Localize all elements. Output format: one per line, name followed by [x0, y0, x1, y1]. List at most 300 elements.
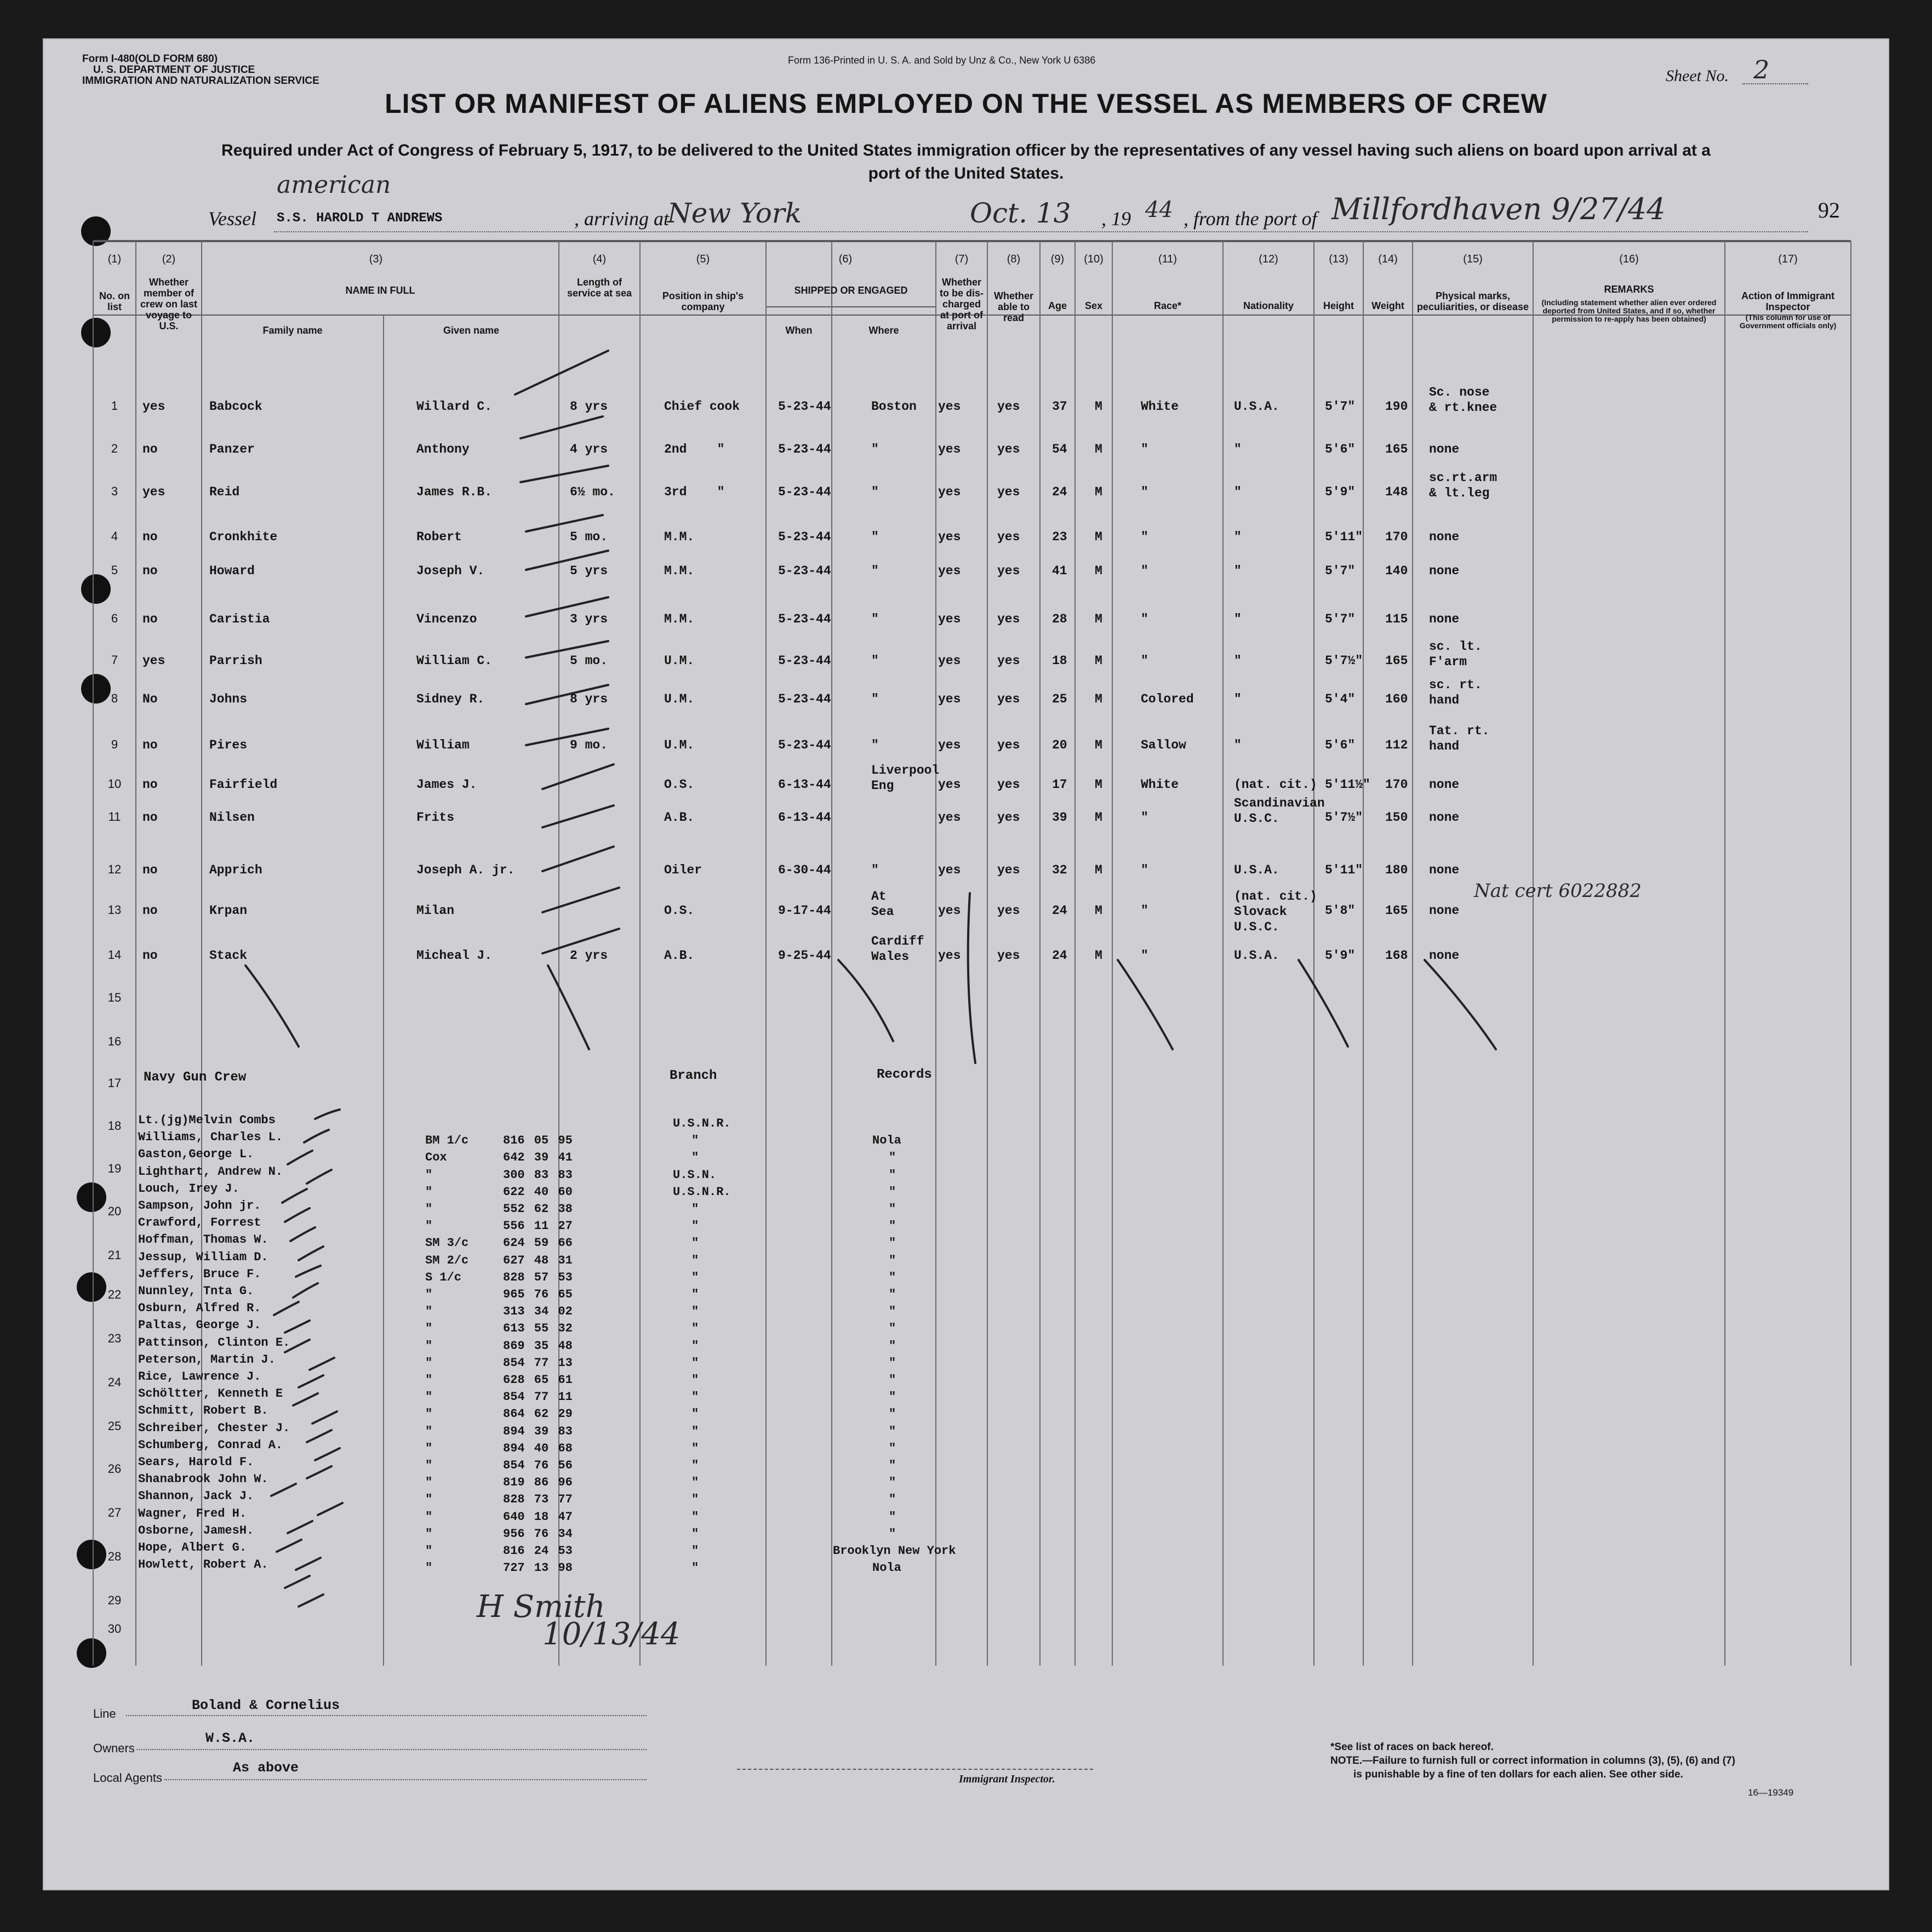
crew-sex: M: [1095, 442, 1102, 456]
navy-member-name: Osborne, JamesH.: [138, 1523, 254, 1537]
crew-family: Fairfield: [209, 778, 278, 792]
navy-member-records: ": [889, 1219, 896, 1233]
navy-member-branch: ": [691, 1339, 699, 1353]
crew-marks: none: [1429, 442, 1460, 456]
crew-service: 6½ mo.: [570, 485, 615, 499]
navy-member-number: 300 83 83: [503, 1168, 573, 1182]
crew-family: Caristia: [209, 612, 270, 626]
header-given-name: Given name: [443, 325, 500, 336]
navy-member-number: 313 34 02: [503, 1305, 573, 1319]
navy-member-rate: ": [425, 1202, 433, 1216]
navy-member-rate: ": [425, 1424, 433, 1438]
column-number: (4): [592, 253, 607, 265]
crew-race: White: [1141, 778, 1179, 792]
navy-member-records: ": [889, 1270, 896, 1284]
crew-member: no: [142, 564, 158, 578]
crew-weight: 160: [1385, 692, 1408, 706]
crew-read: yes: [997, 399, 1020, 414]
header-remarks-note: (Including statement whether alien ever ordered deported from United States, and if so, whether permission to re-apply has been obtained): [1541, 298, 1717, 323]
header-race: Race*: [1153, 300, 1182, 311]
crew-member: no: [142, 442, 158, 456]
crew-family: Babcock: [209, 399, 262, 414]
crew-age: 54: [1052, 442, 1067, 456]
crew-weight: 168: [1385, 948, 1408, 963]
crew-no: 10: [107, 777, 122, 791]
navy-member-branch: ": [691, 1356, 699, 1370]
navy-member-name: Louch, Irey J.: [138, 1181, 239, 1196]
navy-member-records: ": [889, 1510, 896, 1524]
crew-member: no: [142, 810, 158, 825]
navy-member-rate: ": [425, 1561, 433, 1575]
crew-position: U.M.: [664, 692, 695, 706]
navy-member-name: Wagner, Fred H.: [138, 1506, 247, 1521]
crew-marks: Sc. nose & rt.knee: [1429, 385, 1497, 415]
crew-member: No: [142, 692, 158, 706]
navy-member-number: 965 76 65: [503, 1288, 573, 1301]
crew-nationality: Scandinavian U.S.C.: [1234, 796, 1325, 826]
column-number: (16): [1619, 253, 1639, 265]
crew-marks: none: [1429, 904, 1460, 918]
navy-member-rate: Cox: [425, 1151, 447, 1165]
navy-member-name: Howlett, Robert A.: [138, 1558, 268, 1572]
navy-member-name: Gaston,George L.: [138, 1147, 254, 1162]
crew-height: 5'11": [1325, 863, 1363, 877]
line-number: 21: [107, 1248, 122, 1262]
crew-discharged: yes: [938, 692, 961, 706]
crew-service: 5 mo.: [570, 654, 608, 668]
navy-member-number: 642 39 41: [503, 1151, 573, 1165]
fine-note: NOTE.—Failure to furnish full or correct information in columns (3), (5), (6) and (7): [1330, 1755, 1735, 1767]
navy-member-records: ": [889, 1288, 896, 1301]
crew-no: 3: [111, 484, 118, 498]
line-number: 28: [107, 1550, 122, 1563]
column-number: (15): [1463, 253, 1483, 265]
navy-member-branch: ": [691, 1134, 699, 1148]
crew-height: 5'11": [1325, 530, 1363, 544]
crew-read: yes: [997, 442, 1020, 456]
crew-member: no: [142, 778, 158, 792]
navy-member-number: 894 39 83: [503, 1424, 573, 1438]
line-rule: [126, 1715, 647, 1716]
navy-member-name: Nunnley, Tnta G.: [138, 1284, 254, 1298]
column-number: (6): [838, 253, 853, 265]
vessel-flag: american: [277, 171, 391, 199]
crew-no: 5: [111, 563, 118, 577]
crew-no: 1: [111, 399, 118, 413]
crew-race: ": [1141, 442, 1148, 456]
navy-member-branch: ": [691, 1236, 699, 1250]
line-number: 29: [107, 1593, 122, 1607]
navy-member-rate: ": [425, 1339, 433, 1353]
crew-when: 5-23-44: [778, 530, 831, 544]
navy-member-records: ": [889, 1407, 896, 1421]
crew-read: yes: [997, 612, 1020, 626]
crew-race: ": [1141, 863, 1148, 877]
crew-discharged: yes: [938, 654, 961, 668]
crew-when: 5-23-44: [778, 564, 831, 578]
crew-family: Pires: [209, 738, 248, 752]
crew-position: O.S.: [664, 904, 695, 918]
navy-member-number: 624 59 66: [503, 1236, 573, 1250]
line-label: Line: [93, 1707, 116, 1720]
navy-member-rate: SM 2/c: [425, 1253, 469, 1267]
crew-position: Chief cook: [664, 399, 740, 414]
crew-height: 5'9": [1325, 485, 1356, 499]
header-length-service: Length of service at sea: [567, 277, 632, 299]
crew-sex: M: [1095, 692, 1102, 706]
printer-note: Form 136-Printed in U. S. A. and Sold by Unz & Co., New York U 6386: [788, 55, 1096, 66]
crew-sex: M: [1095, 654, 1102, 668]
crew-remarks: Nat cert 6022882: [1474, 880, 1642, 902]
crew-sex: M: [1095, 863, 1102, 877]
crew-sex: M: [1095, 485, 1102, 499]
owners-label: Owners: [93, 1741, 135, 1755]
navy-member-branch: ": [691, 1151, 699, 1165]
crew-age: 32: [1052, 863, 1067, 877]
crew-age: 24: [1052, 485, 1067, 499]
header-shipped-engaged: SHIPPED OR ENGAGED: [794, 285, 908, 296]
crew-age: 23: [1052, 530, 1067, 544]
arriving-port: New York: [667, 197, 802, 229]
crew-height: 5'6": [1325, 738, 1356, 752]
navy-member-number: 727 13 98: [503, 1561, 573, 1575]
arrival-year: 44: [1145, 197, 1173, 222]
header-action-note: (This column for use of Government officials only): [1739, 313, 1837, 330]
crew-weight: 115: [1385, 612, 1408, 626]
navy-member-rate: ": [425, 1390, 433, 1404]
navy-member-rate: ": [425, 1168, 433, 1182]
crew-no: 8: [111, 691, 118, 705]
crew-sex: M: [1095, 399, 1102, 414]
header-where: Where: [868, 325, 899, 336]
from-label: , from the port of: [1184, 208, 1317, 230]
crew-read: yes: [997, 738, 1020, 752]
navy-member-records: ": [889, 1424, 896, 1438]
column-number: (7): [954, 253, 969, 265]
crew-race: ": [1141, 485, 1148, 499]
crew-member: no: [142, 530, 158, 544]
crew-family: Johns: [209, 692, 248, 706]
crew-height: 5'8": [1325, 904, 1356, 918]
crew-where: ": [871, 738, 879, 752]
navy-member-name: Peterson, Martin J.: [138, 1352, 276, 1367]
crew-age: 24: [1052, 948, 1067, 963]
crew-member: yes: [142, 654, 165, 668]
navy-member-records: ": [889, 1390, 896, 1404]
navy-member-number: 819 86 96: [503, 1476, 573, 1490]
crew-height: 5'7": [1325, 564, 1356, 578]
header-family-name: Family name: [262, 325, 323, 336]
crew-position: U.M.: [664, 654, 695, 668]
navy-member-name: Hope, Albert G.: [138, 1541, 247, 1554]
crew-weight: 190: [1385, 399, 1408, 414]
crew-member: no: [142, 904, 158, 918]
crew-marks: sc.rt.arm & lt.leg: [1429, 471, 1497, 500]
navy-member-name: Schöltter, Kenneth E: [138, 1387, 283, 1401]
navy-member-rate: ": [425, 1407, 433, 1421]
crew-discharged: yes: [938, 948, 961, 963]
crew-when: 5-23-44: [778, 738, 831, 752]
crew-where: Liverpool Eng: [871, 763, 940, 793]
crew-height: 5'7½": [1325, 810, 1363, 825]
crew-given: James R.B.: [416, 485, 493, 499]
crew-member: no: [142, 612, 158, 626]
navy-member-branch: ": [691, 1510, 699, 1524]
crew-weight: 165: [1385, 442, 1408, 456]
crew-position: M.M.: [664, 530, 695, 544]
line-number: 19: [107, 1162, 122, 1175]
navy-records-label: Records: [877, 1067, 932, 1082]
navy-member-records: ": [889, 1493, 896, 1507]
page-subtitle-line2: port of the United States.: [868, 164, 1064, 182]
crew-nationality: (nat. cit.): [1234, 778, 1317, 792]
crew-no: 9: [111, 738, 118, 751]
crew-family: Cronkhite: [209, 530, 278, 544]
navy-member-name: Schumberg, Conrad A.: [138, 1438, 283, 1452]
agents-value: As above: [233, 1760, 299, 1776]
navy-member-branch: ": [691, 1270, 699, 1284]
crew-position: M.M.: [664, 612, 695, 626]
crew-service: 3 yrs: [570, 612, 608, 626]
navy-member-records: ": [889, 1151, 896, 1165]
column-number: (12): [1259, 253, 1278, 265]
column-number: (13): [1329, 253, 1348, 265]
crew-given: William C.: [416, 654, 493, 668]
crew-when: 5-23-44: [778, 485, 831, 499]
crew-when: 5-23-44: [778, 612, 831, 626]
line-number: 15: [107, 991, 122, 1004]
crew-age: 39: [1052, 810, 1067, 825]
navy-member-records: ": [889, 1236, 896, 1250]
crew-discharged: yes: [938, 863, 961, 877]
crew-marks: none: [1429, 530, 1460, 544]
navy-member-number: 828 57 53: [503, 1270, 573, 1284]
crew-where: Boston: [871, 399, 917, 414]
navy-member-branch: ": [691, 1219, 699, 1233]
crew-where: Cardiff Wales: [871, 934, 924, 964]
crew-marks: none: [1429, 810, 1460, 825]
crew-sex: M: [1095, 948, 1102, 963]
crew-family: Apprich: [209, 863, 262, 877]
departure-port: Millfordhaven 9/27/44: [1331, 192, 1666, 226]
crew-height: 5'11½": [1325, 778, 1370, 792]
arrival-date: Oct. 13: [970, 197, 1071, 229]
owners-rule: [137, 1749, 647, 1750]
crew-position: A.B.: [664, 810, 695, 825]
agents-label: Local Agents: [93, 1771, 162, 1785]
crew-where: ": [871, 485, 879, 499]
crew-age: 18: [1052, 654, 1067, 668]
line-number: 27: [107, 1506, 122, 1519]
crew-when: 5-23-44: [778, 692, 831, 706]
crew-race: White: [1141, 399, 1179, 414]
crew-given: Micheal J.: [416, 948, 493, 963]
crew-nationality: ": [1234, 442, 1242, 456]
crew-given: Joseph A. jr.: [416, 863, 515, 877]
crew-no: 12: [107, 862, 122, 876]
inspector-rule: [737, 1769, 1093, 1770]
line-number: 20: [107, 1204, 122, 1218]
crew-where: ": [871, 692, 879, 706]
crew-age: 28: [1052, 612, 1067, 626]
crew-nationality: (nat. cit.) Slovack U.S.C.: [1234, 889, 1317, 934]
crew-height: 5'6": [1325, 442, 1356, 456]
navy-member-branch: ": [691, 1527, 699, 1541]
navy-member-records: ": [889, 1339, 896, 1353]
crew-height: 5'7": [1325, 399, 1356, 414]
inspector-signature-date: 10/13/44: [542, 1616, 681, 1652]
navy-member-branch: ": [691, 1544, 699, 1558]
navy-member-name: Schmitt, Robert B.: [138, 1404, 268, 1418]
navy-member-records: ": [889, 1168, 896, 1182]
crew-marks: none: [1429, 612, 1460, 626]
inspector-signature: H Smith: [477, 1589, 605, 1625]
crew-position: 3rd ": [664, 485, 725, 499]
column-number: (17): [1778, 253, 1798, 265]
navy-member-records: ": [889, 1476, 896, 1490]
column-number: (2): [162, 253, 176, 265]
navy-member-records: ": [889, 1373, 896, 1387]
crew-marks: none: [1429, 948, 1460, 963]
crew-race: ": [1141, 612, 1148, 626]
crew-no: 13: [107, 903, 122, 917]
crew-family: Reid: [209, 485, 240, 499]
fine-note-line2: is punishable by a fine of ten dollars for each alien. See other side.: [1353, 1769, 1683, 1780]
crew-weight: 148: [1385, 485, 1408, 499]
crew-discharged: yes: [938, 904, 961, 918]
line-number: 22: [107, 1288, 122, 1301]
navy-member-name: Hoffman, Thomas W.: [138, 1233, 268, 1247]
crew-position: O.S.: [664, 778, 695, 792]
crew-age: 37: [1052, 399, 1067, 414]
navy-member-branch: ": [691, 1459, 699, 1472]
navy-member-name: Shanabrook John W.: [138, 1472, 268, 1487]
crew-sex: M: [1095, 904, 1102, 918]
crew-service: 4 yrs: [570, 442, 608, 456]
navy-member-number: 864 62 29: [503, 1407, 573, 1421]
navy-member-branch: U.S.N.: [673, 1168, 717, 1182]
inspector-label: Immigrant Inspector.: [959, 1773, 1055, 1785]
crew-no: 2: [111, 442, 118, 455]
crew-discharged: yes: [938, 810, 961, 825]
crew-where: ": [871, 654, 879, 668]
header-height: Height: [1323, 300, 1354, 311]
crew-weight: 180: [1385, 863, 1408, 877]
navy-member-rate: S 1/c: [425, 1270, 462, 1284]
navy-member-records: ": [889, 1459, 896, 1472]
crew-given: Milan: [416, 904, 455, 918]
crew-given: Sidney R.: [416, 692, 485, 706]
sheet-label: Sheet No.: [1666, 67, 1729, 85]
crew-read: yes: [997, 564, 1020, 578]
navy-member-name: Shannon, Jack J.: [138, 1489, 254, 1504]
crew-read: yes: [997, 904, 1020, 918]
crew-family: Parrish: [209, 654, 262, 668]
column-number: (14): [1378, 253, 1398, 265]
crew-nationality: U.S.A.: [1234, 948, 1279, 963]
crew-age: 24: [1052, 904, 1067, 918]
crew-when: 5-23-44: [778, 399, 831, 414]
navy-member-number: 869 35 48: [503, 1339, 573, 1353]
crew-given: James J.: [416, 778, 477, 792]
line-number: 24: [107, 1375, 122, 1389]
crew-no: 14: [107, 948, 122, 962]
navy-member-name: Sears, Harold F.: [138, 1455, 254, 1469]
crew-read: yes: [997, 485, 1020, 499]
navy-member-branch: ": [691, 1288, 699, 1301]
crew-given: Robert: [416, 530, 462, 544]
crew-sex: M: [1095, 738, 1102, 752]
crew-nationality: ": [1234, 564, 1242, 578]
crew-given: Willard C.: [416, 399, 493, 414]
navy-member-branch: U.S.N.R.: [673, 1185, 731, 1199]
crew-when: 9-17-44: [778, 904, 831, 918]
header-weight: Weight: [1371, 300, 1404, 311]
crew-sex: M: [1095, 530, 1102, 544]
navy-member-number: 816 24 53: [503, 1544, 573, 1558]
form-id-line: IMMIGRATION AND NATURALIZATION SERVICE: [82, 75, 319, 87]
crew-sex: M: [1095, 778, 1102, 792]
navy-member-records: Nola: [872, 1561, 901, 1575]
crew-when: 6-13-44: [778, 778, 831, 792]
header-no-on-list: No. on list: [99, 290, 130, 312]
crew-member: yes: [142, 485, 165, 499]
column-number: (11): [1158, 253, 1178, 265]
crew-family: Howard: [209, 564, 255, 578]
navy-member-rate: ": [425, 1288, 433, 1301]
navy-member-rate: ": [425, 1185, 433, 1199]
crew-weight: 140: [1385, 564, 1408, 578]
navy-member-branch: ": [691, 1253, 699, 1267]
navy-member-records: ": [889, 1527, 896, 1541]
crew-service: 9 mo.: [570, 738, 608, 752]
crew-weight: 150: [1385, 810, 1408, 825]
navy-member-rate: ": [425, 1476, 433, 1490]
crew-nationality: ": [1234, 612, 1242, 626]
navy-member-rate: ": [425, 1219, 433, 1233]
crew-where: At Sea: [871, 889, 894, 919]
vessel-label: Vessel: [208, 208, 256, 230]
header-age: Age: [1048, 300, 1067, 311]
crew-weight: 165: [1385, 904, 1408, 918]
crew-race: ": [1141, 530, 1148, 544]
form-id-line: Form I-480(OLD FORM 680): [82, 53, 218, 65]
crew-read: yes: [997, 948, 1020, 963]
crew-race: ": [1141, 904, 1148, 918]
navy-member-branch: ": [691, 1561, 699, 1575]
crew-age: 25: [1052, 692, 1067, 706]
crew-nationality: ": [1234, 692, 1242, 706]
crew-nationality: U.S.A.: [1234, 399, 1279, 414]
navy-member-rate: ": [425, 1493, 433, 1507]
crew-discharged: yes: [938, 399, 961, 414]
crew-race: ": [1141, 654, 1148, 668]
navy-member-records: ": [889, 1202, 896, 1216]
navy-member-rate: ": [425, 1527, 433, 1541]
crew-nationality: U.S.A.: [1234, 863, 1279, 877]
navy-member-name: Rice, Lawrence J.: [138, 1370, 261, 1384]
crew-member: no: [142, 948, 158, 963]
navy-member-name: Lt.(jg)Melvin Combs: [138, 1113, 276, 1127]
page-mark: 92: [1818, 198, 1840, 222]
crew-member: no: [142, 863, 158, 877]
crew-where: ": [871, 530, 879, 544]
crew-nationality: ": [1234, 738, 1242, 752]
navy-member-name: Crawford, Forrest: [138, 1216, 261, 1230]
line-number: 23: [107, 1331, 122, 1345]
navy-member-branch: ": [691, 1305, 699, 1319]
line-number: 26: [107, 1462, 122, 1476]
